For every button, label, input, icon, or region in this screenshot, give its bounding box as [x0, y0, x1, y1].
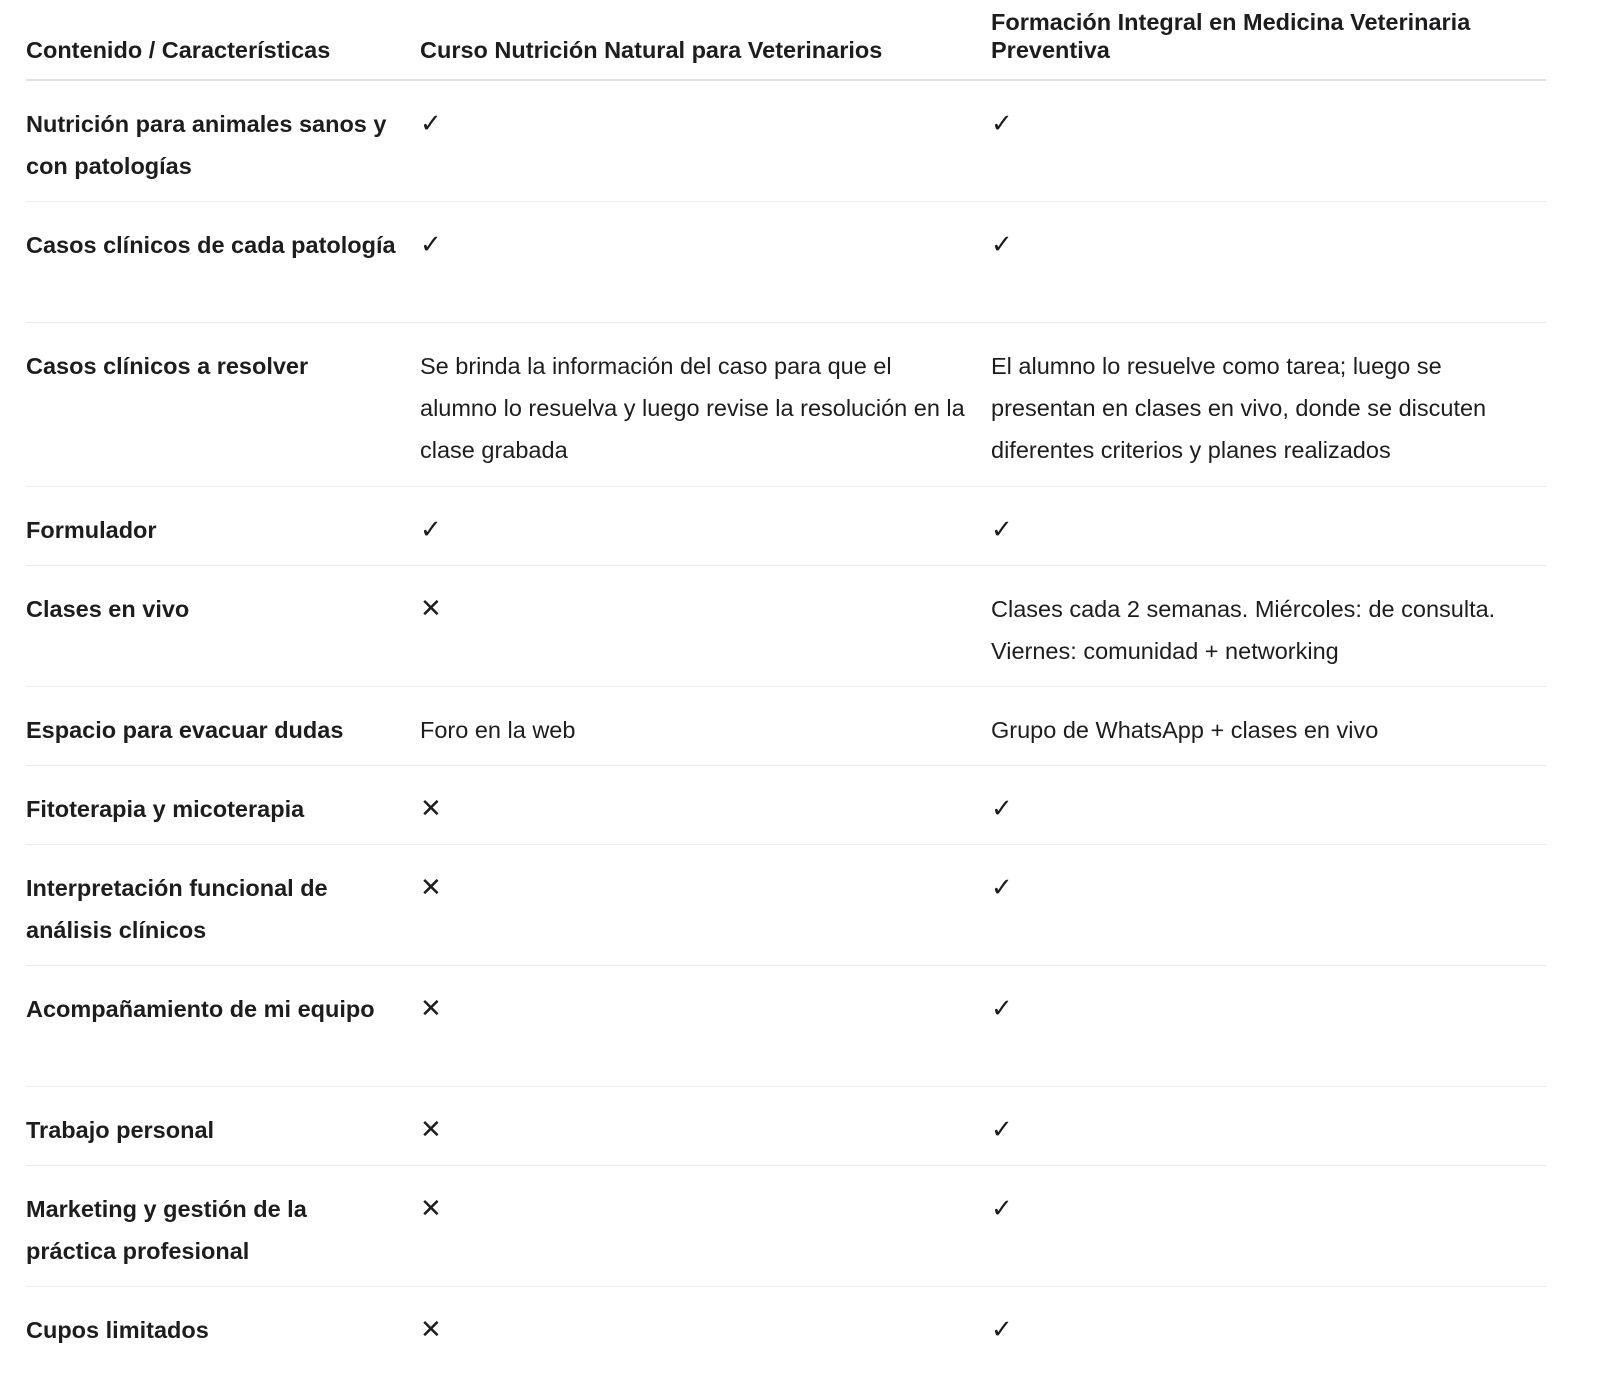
feature-cell: Casos clínicos a resolver	[26, 353, 309, 379]
course-cell: Foro en la web	[420, 717, 576, 743]
cross-icon: ✕	[420, 1115, 442, 1145]
feature-cell: Espacio para evacuar dudas	[26, 717, 344, 743]
check-icon: ✓	[420, 109, 442, 139]
cross-icon: ✕	[420, 994, 442, 1024]
feature-cell: Cupos limitados	[26, 1317, 209, 1343]
formation-cell: El alumno lo resuelve como tarea; luego se presentan en clases en vivo, donde se discuten diferentes criterios y planes realizados	[991, 353, 1487, 463]
table-row	[26, 81, 1546, 202]
feature-cell: Casos clínicos de cada patología	[26, 232, 396, 258]
formation-cell: Grupo de WhatsApp + clases en vivo	[991, 717, 1379, 743]
table-row	[26, 1087, 1546, 1166]
check-icon: ✓	[991, 515, 1013, 545]
check-icon: ✓	[991, 994, 1013, 1024]
formation-cell: Clases cada 2 semanas. Miércoles: de consulta. Viernes: comunidad + networking	[991, 596, 1496, 664]
table-row	[26, 845, 1546, 966]
feature-cell: Trabajo personal	[26, 1117, 215, 1143]
table-row	[26, 687, 1546, 766]
check-icon: ✓	[991, 1315, 1013, 1345]
feature-cell: Acompañamiento de mi equipo	[26, 996, 375, 1022]
header-features: Contenido / Características	[26, 37, 331, 63]
cross-icon: ✕	[420, 594, 442, 624]
table-row	[26, 1287, 1546, 1366]
table-row	[26, 966, 1546, 1087]
feature-cell: Clases en vivo	[26, 596, 190, 622]
table-row	[26, 566, 1546, 687]
table-row	[26, 323, 1546, 487]
cross-icon: ✕	[420, 1194, 442, 1224]
check-icon: ✓	[991, 1115, 1013, 1145]
header-course: Curso Nutrición Natural para Veterinarios	[420, 37, 883, 63]
feature-cell: Interpretación funcional de análisis clínicos	[26, 875, 328, 943]
check-icon: ✓	[420, 230, 442, 260]
feature-cell: Marketing y gestión de la práctica profesional	[26, 1196, 307, 1264]
header-formation: Formación Integral en Medicina Veterinaria Preventiva	[991, 9, 1471, 63]
check-icon: ✓	[991, 794, 1013, 824]
table-row	[26, 1166, 1546, 1287]
check-icon: ✓	[420, 515, 442, 545]
table-row	[26, 766, 1546, 845]
cross-icon: ✕	[420, 1315, 442, 1345]
table-row	[26, 487, 1546, 566]
check-icon: ✓	[991, 873, 1013, 903]
comparison-table	[26, 0, 1546, 1366]
table-row	[26, 202, 1546, 323]
cross-icon: ✕	[420, 794, 442, 824]
feature-cell: Fitoterapia y micoterapia	[26, 796, 305, 822]
cross-icon: ✕	[420, 873, 442, 903]
table-header-row	[26, 0, 1546, 81]
check-icon: ✓	[991, 109, 1013, 139]
check-icon: ✓	[991, 1194, 1013, 1224]
course-cell: Se brinda la información del caso para que el alumno lo resuelva y luego revise la resolución en la clase grabada	[420, 353, 965, 463]
feature-cell: Nutrición para animales sanos y con patologías	[26, 111, 387, 179]
feature-cell: Formulador	[26, 517, 157, 543]
check-icon: ✓	[991, 230, 1013, 260]
